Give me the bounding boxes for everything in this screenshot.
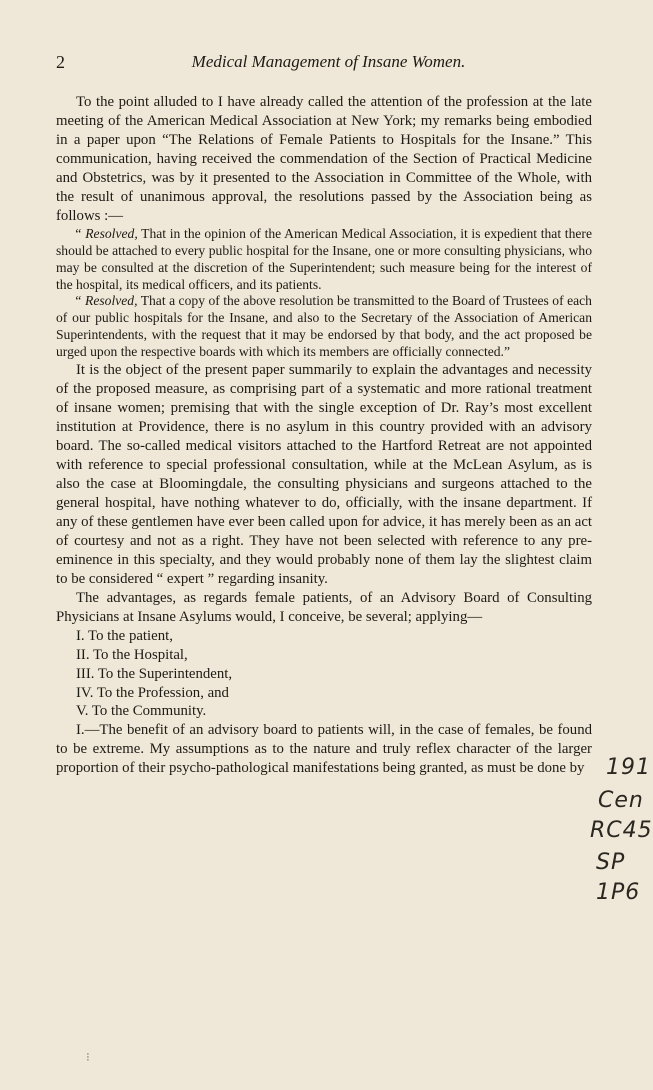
list-item: I. To the patient, bbox=[76, 627, 173, 644]
resolution bbox=[56, 226, 592, 294]
paragraph: I.—The benefit of an advisory board to patients will, in the case of females, be found to be extreme. My assumptions as to the nature and truly reflex character of the larger proportion of their psycho-pathological manifestations being granted, as must be done by bbox=[56, 722, 592, 777]
handwritten-note: 191 bbox=[606, 755, 651, 780]
resolution bbox=[56, 293, 592, 361]
handwritten-note: Cen bbox=[598, 788, 644, 813]
page-number: 2 bbox=[56, 52, 65, 72]
handwritten-note: 1P6 bbox=[596, 880, 641, 905]
list-item: IV. To the Profession, and bbox=[76, 684, 229, 701]
resolution-text: That in the opinion of the American Medical Association, it is expedient that there should be attached to every public hospital for the Insane, one or more consulting physicians, who may be consulted at the discretion of the Superintendent; such measure being for the interest of the hospital, its medical officers, and its patients. bbox=[56, 225, 592, 292]
handwritten-note: RC45 bbox=[590, 818, 653, 843]
list-item: V. To the Community. bbox=[76, 703, 207, 720]
resolution-text: That a copy of the above resolution be transmitted to the Board of Trustees of each of our public hospitals for the Insane, and also to the Secretary of the Association of American Superintendents, with the request that it may be endorsed by that body, and the act proposed be urged upon the respective boards with which its members are officially connected.” bbox=[56, 293, 592, 360]
running-title: Medical Management of Insane Women. bbox=[191, 52, 466, 71]
list-item: III. To the Superintendent, bbox=[76, 665, 233, 682]
paragraph: The advantages, as regards female patients, of an Advisory Board of Consulting Physicians at Insane Asylums would, I conceive, be several; applying— bbox=[56, 589, 592, 625]
resolution-lead: “ Resolved, bbox=[74, 225, 138, 241]
paragraph: To the point alluded to I have already called the attention of the profession at the late meeting of the American Medical Association at New York; my remarks being embodied in a paper upon “The Relations of Female Patients to Hospitals for the Insane.” This communication, having received the commendation of the Section of Practical Medicine and Obstetrics, was by it presented to the Association in Committee of the Whole, with the result of unanimous approval, the resolutions passed by the Association being as follows :— bbox=[56, 94, 592, 224]
page-header bbox=[56, 52, 601, 74]
ink-smudge: ⁝ bbox=[86, 1050, 90, 1064]
page-body bbox=[56, 93, 592, 778]
resolution-lead: “ Resolved, bbox=[74, 293, 138, 309]
handwritten-note: SP bbox=[596, 850, 626, 875]
paragraph: It is the object of the present paper summarily to explain the advantages and necessity of the proposed measure, as comprising part of a systematic and more rational treatment of insane women; premising that with the single exception of Dr. Ray’s most excellent institution at Providence, there is no asylum in this country provided with an advisory board. The so-called medical visitors attached to the Hartford Retreat are not appointed with reference to special professional consultation, while at the McLean Asylum, as is also the case at Bloomingdale, the consulting physicians and surgeons attached to the general hospital, have nothing whatever to do, officially, with the insane department. If any of these gentlemen have ever been called upon for advice, it has merely been as an act of courtesy and not as a right. They have not been selected with reference to any pre-eminence in this specialty, and they would probably none of them lay the slightest claim to be considered “ expert ” regarding insanity. bbox=[56, 362, 592, 587]
list-item: II. To the Hospital, bbox=[76, 646, 188, 663]
